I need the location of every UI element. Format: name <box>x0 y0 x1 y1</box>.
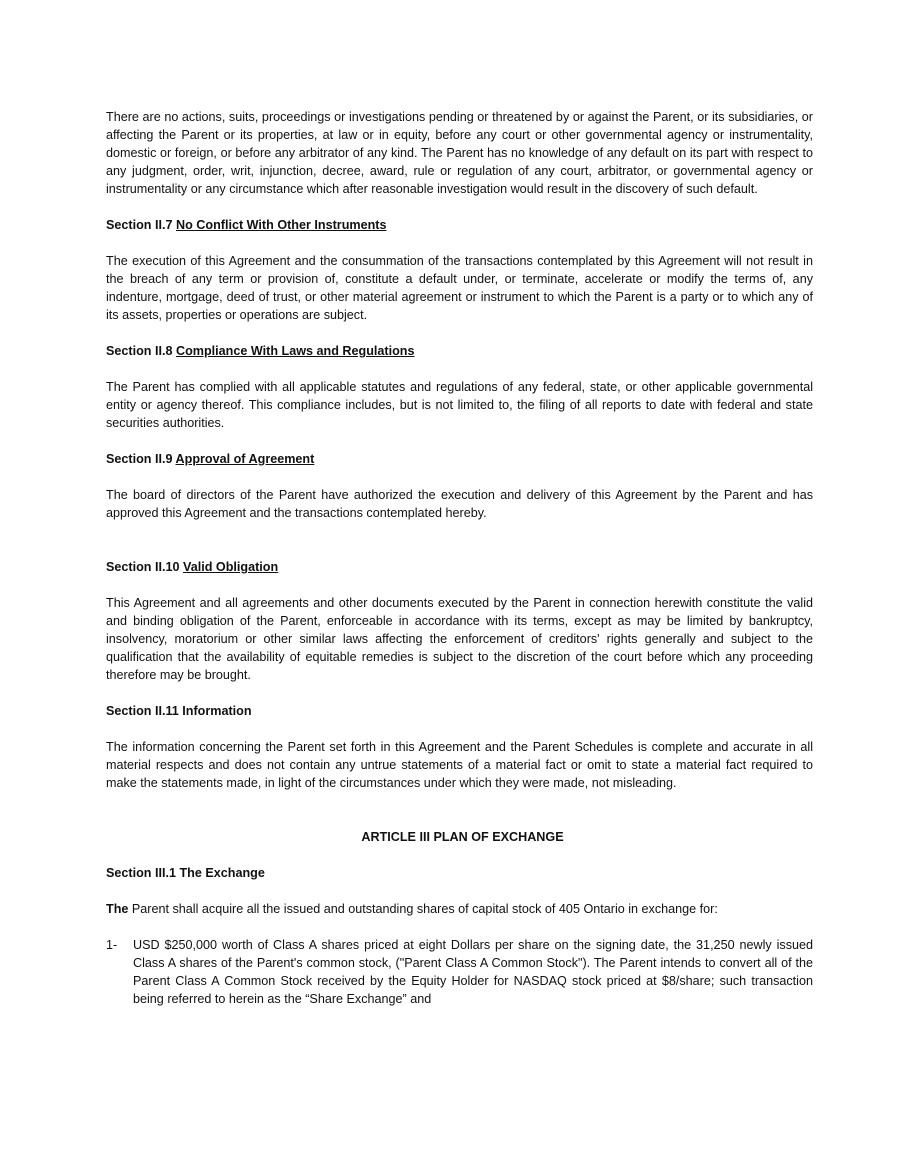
section-title: Compliance With Laws and Regulations <box>176 344 415 358</box>
list-item-number: 1- <box>106 938 118 952</box>
section-heading-ii-7 <box>106 216 813 234</box>
section-heading-iii-1: Section III.1 The Exchange <box>106 866 265 880</box>
paragraph-valid-obligation: This Agreement and all agreements and other documents executed by the Parent in connection herewith constitute the valid and binding obligation of the Parent, enforceable in accordance with its terms, except as may be limited by bankruptcy, insolvency, moratorium or other similar laws affecting the enforcement of creditors' rights generally and subject to the qualification that the availability of equitable remedies is subject to the discretion of the court before which any proceeding therefore may be brought. <box>106 596 813 682</box>
paragraph-no-conflict: The execution of this Agreement and the consummation of the transactions contemplated by this Agreement will not result in the breach of any term or provision of, constitute a default under, or terminate, accelerate or modify the terms of, any indenture, mortgage, deed of trust, or other material agreement or instrument to which the Parent is a party or to which any of its assets, properties or operations are subject. <box>106 254 813 322</box>
paragraph-approval: The board of directors of the Parent have authorized the execution and delivery of this Agreement by the Parent and has approved this Agreement and the transactions contemplated hereby. <box>106 488 813 520</box>
section-title: No Conflict With Other Instruments <box>176 218 387 232</box>
paragraph-exchange-text: Parent shall acquire all the issued and outstanding shares of capital stock of 405 Ontario in exchange for: <box>128 902 718 916</box>
paragraph-exchange-bold: The <box>106 902 129 916</box>
section-number: Section II.10 <box>106 560 183 574</box>
section-heading-ii-10 <box>106 558 813 576</box>
list-item <box>106 936 813 1008</box>
section-heading-ii-9 <box>106 450 813 468</box>
paragraph-litigation: There are no actions, suits, proceedings or investigations pending or threatened by or against the Parent, or its subsidiaries, or affecting the Parent or its properties, at law or in equity, before any court or other governmental agency or instrumentality, domestic or foreign, or before any arbitrator of any kind. The Parent has no knowledge of any default on its part with respect to any judgment, order, writ, injunction, decree, award, rule or regulation of any court, arbitrator, or governmental agency or instrumentality or any circumstance which after reasonable investigation would result in the discovery of such default. <box>106 110 813 196</box>
section-heading-ii-8 <box>106 342 813 360</box>
section-title: Valid Obligation <box>183 560 279 574</box>
paragraph-information: The information concerning the Parent set forth in this Agreement and the Parent Schedules is complete and accurate in all material respects and does not contain any untrue statements of a material fact or omit to state a material fact required to make the statements made, in light of the circumstances under which they were made, not misleading. <box>106 740 813 790</box>
section-title: Approval of Agreement <box>175 452 315 466</box>
list-item-text: USD $250,000 worth of Class A shares priced at eight Dollars per share on the signing date, the 31,250 newly issued Class A shares of the Parent's common stock, ("Parent Class A Common Stock"). The Parent intends to convert all of the Parent Class A Common Stock received by the Equity Holder for NASDAQ stock priced at $8/share; such transaction being referred to herein as the “Share Exchange” and <box>133 938 813 1006</box>
section-heading-ii-11: Section II.11 Information <box>106 704 252 718</box>
section-number: Section II.8 <box>106 344 176 358</box>
article-heading: ARTICLE III PLAN OF EXCHANGE <box>361 830 564 844</box>
document-page <box>106 108 813 1008</box>
section-number: Section II.7 <box>106 218 176 232</box>
paragraph-compliance: The Parent has complied with all applicable statutes and regulations of any federal, state, or other applicable governmental entity or agency thereof. This compliance includes, but is not limited to, the filing of all reports to date with federal and state securities authorities. <box>106 380 813 430</box>
section-number: Section II.9 <box>106 452 176 466</box>
paragraph-exchange <box>106 900 813 918</box>
